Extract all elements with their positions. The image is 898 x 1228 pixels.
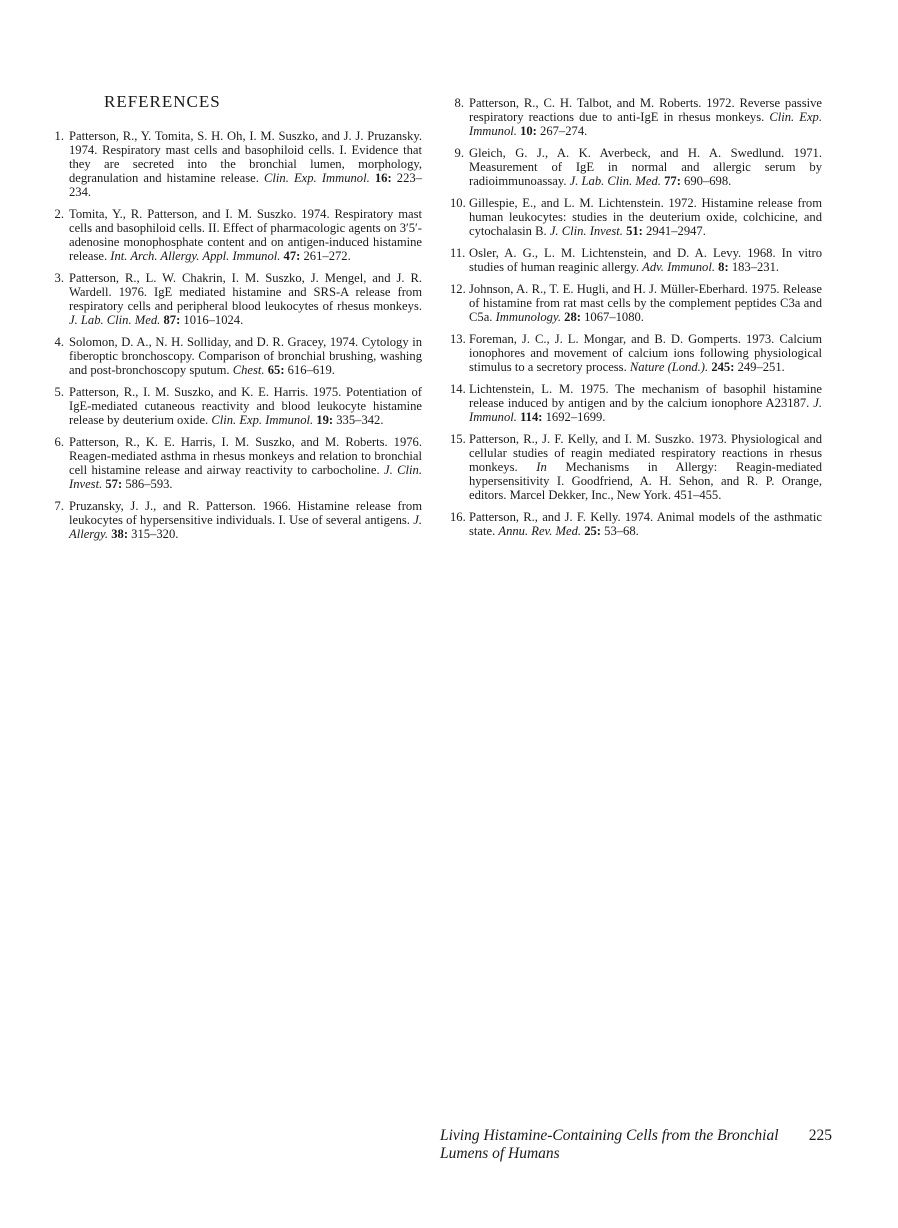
reference-number: 10. — [450, 196, 466, 210]
reference-pages: 335–342. — [336, 413, 384, 427]
reference-pages: 183–231. — [731, 260, 780, 274]
reference-pages: Mechanisms in Allergy: Reagin-mediated hypersensitivity I. Goodfriend, A. H. Sehon, and R. P. Orange, editors. Marcel Dekker, Inc., New York. 451–455. — [469, 460, 822, 502]
reference-journal: J. Immunol. — [469, 396, 822, 424]
reference-text: Solomon, D. A., N. H. Solliday, and D. R. Gracey, 1974. Cytology in fiberoptic bronchoscopy. Comparison of bronchial brushing, washing and post-bronchoscopy sputum. — [69, 335, 422, 377]
reference-volume: 28: — [564, 310, 581, 324]
reference-pages: 1692–1699. — [545, 410, 606, 424]
reference-journal: J. Allergy. — [69, 513, 422, 541]
reference-text: Gillespie, E., and L. M. Lichtenstein. 1972. Histamine release from human leukocytes: studies in the deuterium oxide, colchicine, and cytochalasin B. — [469, 196, 822, 238]
reference-text: Patterson, R., K. E. Harris, I. M. Suszko, and M. Roberts. 1976. Reagen-mediated asthma in rhesus monkeys and relation to bronchial cell histamine release and airway reactivity to carbocholine. — [69, 435, 422, 477]
reference-item — [452, 382, 822, 424]
reference-volume: 8: — [718, 260, 729, 274]
reference-volume: 38: — [111, 527, 129, 541]
reference-item — [52, 385, 422, 427]
reference-number: 9. — [454, 146, 464, 160]
reference-journal: Annu. Rev. Med. — [498, 524, 582, 538]
reference-text: Gleich, G. J., A. K. Averbeck, and H. A. Swedlund. 1971. Measurement of IgE in normal and allergic serum by radioimmunoassay. — [469, 146, 822, 188]
reference-item — [52, 129, 422, 199]
reference-pages: 1016–1024. — [183, 313, 244, 327]
reference-number: 14. — [450, 382, 466, 396]
reference-text: Lichtenstein, L. M. 1975. The mechanism of basophil histamine release induced by antigen and by the calcium ionophore A23187. — [469, 382, 822, 410]
reference-journal: Clin. Exp. Immunol. — [264, 171, 370, 185]
reference-item — [52, 207, 422, 263]
reference-pages: 261–272. — [303, 249, 351, 263]
reference-pages: 267–274. — [540, 124, 588, 138]
reference-number: 12. — [450, 282, 466, 296]
reference-journal: J. Clin. Invest. — [69, 463, 422, 491]
reference-number: 16. — [450, 510, 466, 524]
reference-item — [52, 435, 422, 491]
reference-text: Foreman, J. C., J. L. Mongar, and B. D. Gomperts. 1973. Calcium ionophores and movement of calcium ions following physiological stimulus to a secretory process. — [469, 332, 822, 374]
reference-journal: J. Clin. Invest. — [549, 224, 623, 238]
reference-text: Patterson, R., J. F. Kelly, and I. M. Suszko. 1973. Physiological and cellular studies of reagin mediated respiratory reactions in rhesus monkeys. — [469, 432, 822, 474]
reference-volume: 114: — [520, 410, 543, 424]
reference-volume: 87: — [163, 313, 181, 327]
reference-volume: 77: — [664, 174, 681, 188]
page-footer — [440, 1127, 832, 1163]
reference-volume: 25: — [584, 524, 601, 538]
reference-text: Patterson, R., I. M. Suszko, and K. E. Harris. 1975. Potentiation of IgE-mediated cutaneous reactivity and blood leukocyte histamine release by deuterium oxide. — [69, 385, 422, 427]
running-title: Living Histamine-Containing Cells from the Bronchial Lumens of Humans — [440, 1127, 779, 1162]
reference-number: 5. — [54, 385, 64, 399]
reference-list-right — [452, 96, 822, 538]
reference-pages: 315–320. — [131, 527, 179, 541]
reference-journal: Immunology. — [495, 310, 562, 324]
reference-volume: 245: — [711, 360, 735, 374]
reference-text: Johnson, A. R., T. E. Hugli, and H. J. Müller-Eberhard. 1975. Release of histamine from rat mast cells by the complement peptides C3a and C5a. — [469, 282, 822, 324]
reference-journal: J. Lab. Clin. Med. — [569, 174, 661, 188]
reference-number: 1. — [54, 129, 64, 143]
reference-volume: 65: — [267, 363, 285, 377]
reference-text: Patterson, R., and J. F. Kelly. 1974. Animal models of the asthmatic state. — [469, 510, 822, 538]
references-heading: REFERENCES — [104, 92, 221, 111]
reference-volume: 10: — [520, 124, 537, 138]
reference-pages: 616–619. — [287, 363, 335, 377]
reference-pages: 53–68. — [604, 524, 639, 538]
reference-journal: Adv. Immunol. — [642, 260, 715, 274]
references-column-right — [452, 96, 822, 546]
reference-item — [52, 271, 422, 327]
reference-item — [452, 196, 822, 238]
reference-item — [452, 146, 822, 188]
reference-number: 15. — [450, 432, 466, 446]
reference-text: Osler, A. G., L. M. Lichtenstein, and D. A. Levy. 1968. In vitro studies of human reaginic allergy. — [469, 246, 822, 274]
reference-number: 8. — [454, 96, 464, 110]
reference-item — [452, 282, 822, 324]
reference-text: Tomita, Y., R. Patterson, and I. M. Suszko. 1974. Respiratory mast cells and basophiloid cells. II. Effect of pharmacologic agents on 3′5′-adenosine monophosphate content and on antigen-induced histamine release. — [69, 207, 422, 263]
reference-volume: 47: — [283, 249, 301, 263]
reference-volume: 57: — [105, 477, 123, 491]
reference-item — [452, 96, 822, 138]
reference-text: Pruzansky, J. J., and R. Patterson. 1966. Histamine release from leukocytes of hypersensitive individuals. I. Use of several antigens. — [69, 499, 422, 527]
reference-text: Patterson, R., L. W. Chakrin, I. M. Suszko, J. Mengel, and J. R. Wardell. 1976. IgE mediated histamine and SRS-A release from respiratory cells and peripheral blood leukocytes of rhesus monkeys. — [69, 271, 422, 313]
reference-number: 3. — [54, 271, 64, 285]
reference-journal: Clin. Exp. Immunol. — [211, 413, 314, 427]
reference-volume: 16: — [374, 171, 392, 185]
reference-item — [52, 499, 422, 541]
reference-item — [452, 432, 822, 502]
reference-pages: 223–234. — [69, 171, 422, 199]
reference-number: 4. — [54, 335, 64, 349]
reference-number: 2. — [54, 207, 64, 221]
reference-pages: 249–251. — [737, 360, 785, 374]
reference-journal: Clin. Exp. Immunol. — [469, 110, 822, 138]
reference-item — [52, 335, 422, 377]
reference-text: Patterson, R., Y. Tomita, S. H. Oh, I. M. Suszko, and J. J. Pruzansky. 1974. Respiratory mast cells and basophiloid cells. I. Evidence that they are secreted into the bronchial lumen, morphology, degranulation and histamine release. — [69, 129, 422, 185]
reference-text: Patterson, R., C. H. Talbot, and M. Roberts. 1972. Reverse passive respiratory reactions due to anti-IgE in rhesus monkeys. — [469, 96, 822, 124]
reference-number: 6. — [54, 435, 64, 449]
reference-journal: J. Lab. Clin. Med. — [69, 313, 161, 327]
reference-item — [452, 510, 822, 538]
reference-number: 7. — [54, 499, 64, 513]
reference-pages: 690–698. — [684, 174, 732, 188]
references-column-left — [52, 92, 422, 549]
reference-volume: 19: — [316, 413, 334, 427]
reference-pages: 2941–2947. — [646, 224, 706, 238]
reference-number: 13. — [450, 332, 466, 346]
reference-item — [452, 246, 822, 274]
reference-journal: Int. Arch. Allergy. Appl. Immunol. — [110, 249, 281, 263]
page-number: 225 — [808, 1127, 832, 1144]
reference-pages: 1067–1080. — [584, 310, 644, 324]
reference-list-left — [52, 129, 422, 541]
reference-journal: In — [536, 460, 547, 474]
reference-volume: 51: — [626, 224, 643, 238]
reference-number: 11. — [450, 246, 466, 260]
reference-journal: Chest. — [232, 363, 265, 377]
reference-item — [452, 332, 822, 374]
reference-pages: 586–593. — [125, 477, 173, 491]
reference-journal: Nature (Lond.). — [629, 360, 709, 374]
